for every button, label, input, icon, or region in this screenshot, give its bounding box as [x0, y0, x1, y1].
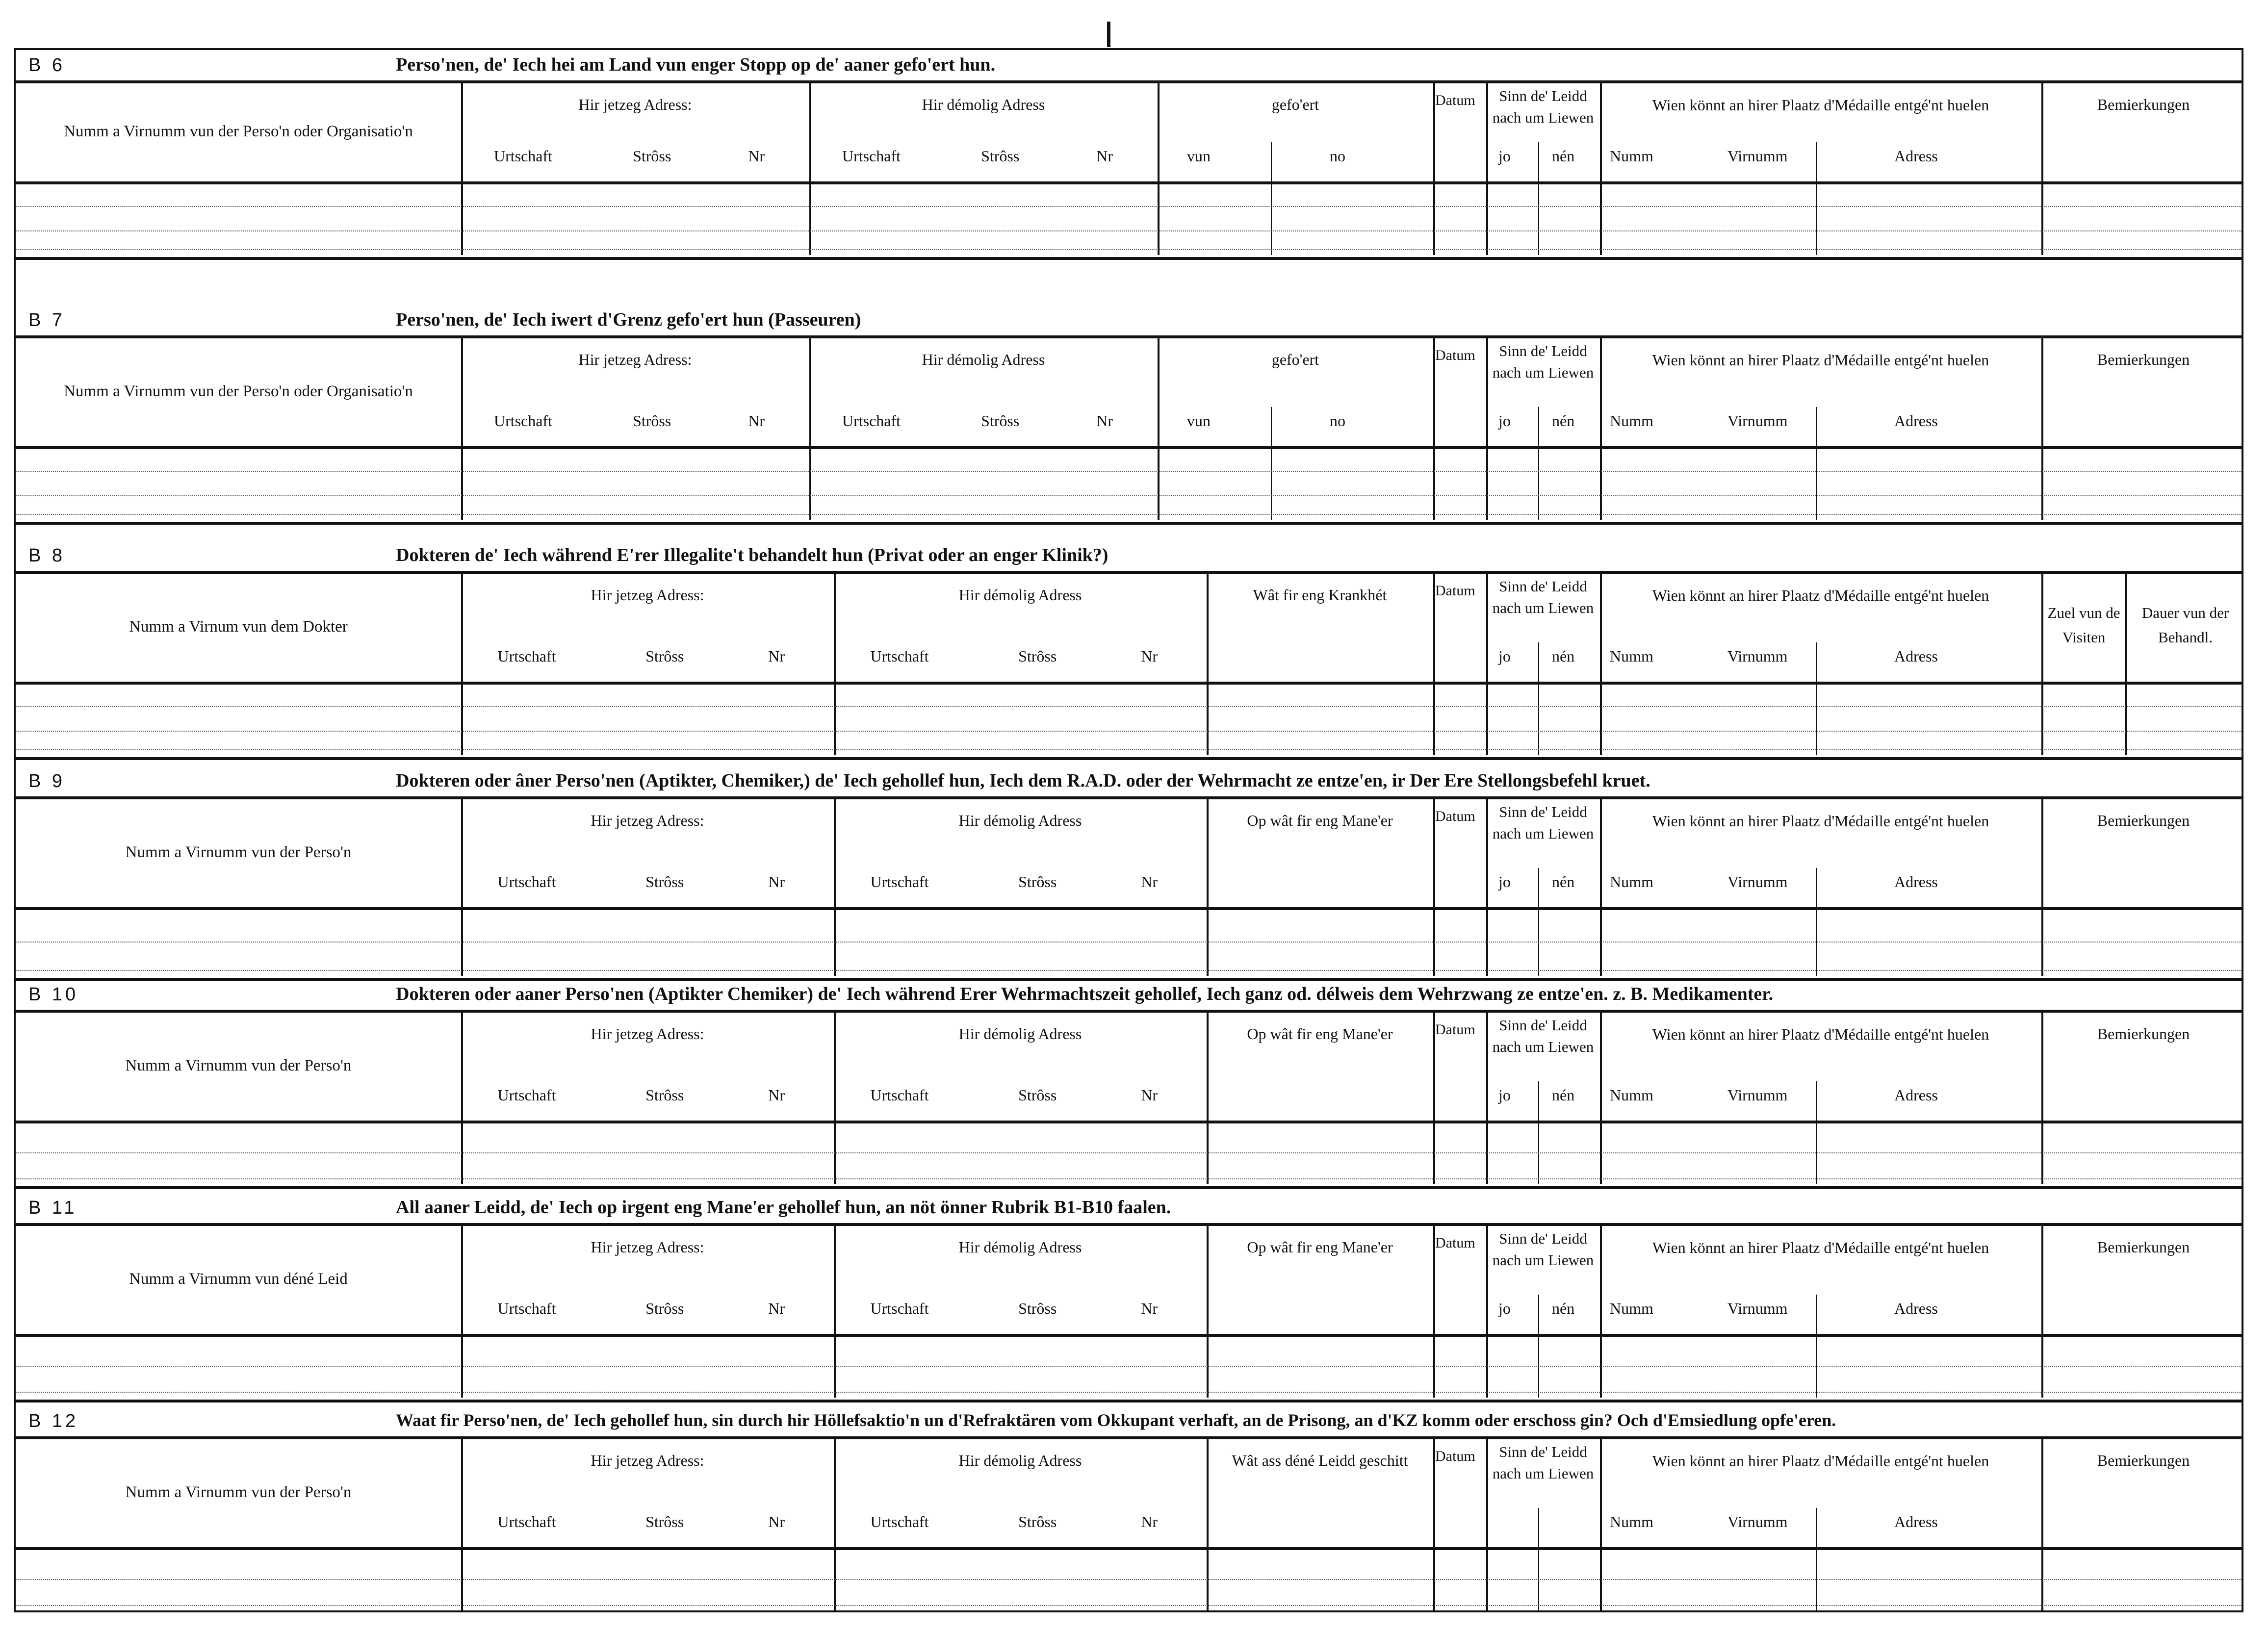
column-rule — [1433, 1226, 1435, 1398]
section-code: B 11 — [28, 1198, 77, 1218]
row-rule — [16, 1334, 2242, 1337]
column-rule — [1816, 1081, 1817, 1184]
address-subheader-nr: Nr — [1141, 1513, 1158, 1530]
fill-line[interactable] — [16, 970, 2242, 971]
section-title: Dokteren de' Iech während E'rer Illegalite't behandelt hun (Privat oder an enger Klinik?) — [396, 545, 1108, 565]
address-subheader-strôss: Strôss — [645, 647, 684, 665]
address-subheader-nr: Nr — [768, 647, 785, 665]
form-section-b8 — [16, 540, 2242, 756]
medal-subheader-adress: Adress — [1894, 1513, 1938, 1530]
address-subheader-strôss: Strôss — [1018, 1513, 1057, 1530]
column-rule — [1271, 142, 1272, 255]
extra-subheader-from: vun — [1187, 412, 1211, 430]
alive-column-header: Sinn de' Leidd nach um Liewen — [1492, 87, 1594, 126]
row-rule — [16, 757, 2242, 760]
current-address-header: Hir jetzeg Adress: — [591, 586, 704, 604]
column-rule — [1538, 407, 1539, 520]
column-rule — [1486, 574, 1488, 755]
detail-column-header: gefo'ert — [1271, 96, 1319, 113]
medal-column-header: Wien könnt an hirer Plaatz d'Médaille entgé'nt huelen — [1652, 1239, 1989, 1256]
column-rule — [1158, 338, 1160, 520]
address-subheader-urtschaft: Urtschaft — [497, 1086, 556, 1104]
column-rule — [1207, 1439, 1209, 1611]
column-rule — [1816, 642, 1817, 755]
date-column-header: Datum — [1435, 583, 1475, 599]
row-rule — [16, 1186, 2242, 1189]
form-section-b10 — [16, 979, 2242, 1185]
medal-subheader-virnumm: Virnumm — [1727, 412, 1788, 430]
medal-subheader-adress: Adress — [1894, 412, 1938, 430]
row-rule — [16, 80, 2242, 83]
address-subheader-strôss: Strôss — [645, 1300, 684, 1317]
row-rule — [16, 682, 2242, 685]
former-address-header: Hir démolig Adress — [958, 1238, 1082, 1256]
address-subheader-strôss: Strôss — [1018, 647, 1057, 665]
column-rule — [1538, 1295, 1539, 1398]
column-rule — [1486, 83, 1488, 255]
address-subheader-nr: Nr — [748, 412, 765, 430]
alive-column-header: Sinn de' Leidd nach um Liewen — [1492, 803, 1594, 842]
address-subheader-urtschaft: Urtschaft — [842, 147, 901, 165]
name-column-header: Numm a Virnumm vun der Perso'n oder Organisatio'n — [64, 123, 413, 140]
section-code: B 12 — [28, 1411, 79, 1431]
fill-line[interactable] — [16, 249, 2242, 250]
address-subheader-strôss: Strôss — [645, 1513, 684, 1530]
medal-subheader-virnumm: Virnumm — [1727, 873, 1788, 891]
section-code: B 9 — [28, 771, 66, 791]
address-subheader-urtschaft: Urtschaft — [870, 647, 929, 665]
column-rule — [1207, 1013, 1209, 1184]
address-subheader-urtschaft: Urtschaft — [870, 1086, 929, 1104]
medal-subheader-adress: Adress — [1894, 1300, 1938, 1317]
address-subheader-urtschaft: Urtschaft — [842, 412, 901, 430]
fill-line[interactable] — [16, 206, 2242, 207]
extra-subheader-from: vun — [1187, 147, 1211, 165]
date-column-header: Datum — [1435, 808, 1475, 824]
row-rule — [16, 522, 2242, 525]
column-rule — [1600, 574, 1602, 755]
column-rule — [1538, 868, 1539, 976]
fill-line[interactable] — [16, 495, 2242, 496]
name-column-header: Numm a Virnum vun dem Dokter — [129, 618, 348, 636]
row-rule — [16, 907, 2242, 910]
former-address-header: Hir démolig Adress — [958, 1452, 1082, 1469]
detail-column-header: gefo'ert — [1271, 351, 1319, 368]
column-rule — [1816, 142, 1817, 255]
medal-subheader-virnumm: Virnumm — [1727, 1300, 1788, 1317]
column-rule — [1433, 799, 1435, 976]
alive-subheader-no: nén — [1552, 1086, 1575, 1104]
column-rule — [1433, 83, 1435, 255]
fill-line[interactable] — [16, 1152, 2242, 1153]
date-column-header: Datum — [1435, 347, 1475, 363]
fill-line[interactable] — [16, 230, 2242, 231]
address-subheader-nr: Nr — [768, 1086, 785, 1104]
address-subheader-urtschaft: Urtschaft — [497, 647, 556, 665]
medal-subheader-numm: Numm — [1610, 1086, 1653, 1104]
extra-subheader-to: no — [1330, 147, 1345, 165]
alive-subheader-yes: jo — [1498, 1300, 1511, 1317]
column-rule — [1816, 407, 1817, 520]
section-code: B 6 — [28, 55, 66, 76]
alive-subheader-yes: jo — [1498, 1086, 1511, 1104]
address-subheader-urtschaft: Urtschaft — [497, 1513, 556, 1530]
row-rule — [16, 1436, 2242, 1439]
date-column-header: Datum — [1435, 1235, 1475, 1251]
form-section-b7 — [16, 305, 2242, 521]
detail-column-header: Wât ass déné Leidd geschitt — [1232, 1452, 1408, 1469]
section-code: B 10 — [28, 984, 79, 1005]
column-rule — [1600, 1226, 1602, 1398]
section-title: Dokteren oder âner Perso'nen (Aptikter, Chemiker,) de' Iech gehollef hun, Iech dem R.A.D. oder der Wehrmacht ze entze'en, ir Der Ere Stellongsbefehl kruet. — [396, 770, 1650, 791]
section-title: Perso'nen, de' Iech hei am Land vun enger Stopp op de' aaner gefo'ert hun. — [396, 54, 996, 75]
alive-column-header: Sinn de' Leidd nach um Liewen — [1492, 578, 1594, 616]
section-title: Perso'nen, de' Iech iwert d'Grenz gefo'ert hun (Passeuren) — [396, 309, 861, 330]
address-subheader-strôss: Strôss — [1018, 1300, 1057, 1317]
address-subheader-urtschaft: Urtschaft — [870, 873, 929, 891]
address-subheader-urtschaft: Urtschaft — [870, 1513, 929, 1530]
column-rule — [1600, 799, 1602, 976]
medal-column-header: Wien könnt an hirer Plaatz d'Médaille entgé'nt huelen — [1652, 586, 1989, 604]
extra-subheader-to: no — [1330, 412, 1345, 430]
remarks-column-header: Bemierkungen — [2097, 812, 2190, 829]
row-rule — [16, 1400, 2242, 1402]
address-subheader-nr: Nr — [1096, 412, 1113, 430]
medal-column-header: Wien könnt an hirer Plaatz d'Médaille entgé'nt huelen — [1652, 96, 1989, 114]
fill-line[interactable] — [16, 749, 2242, 750]
row-rule — [16, 1223, 2242, 1226]
medal-column-header: Wien könnt an hirer Plaatz d'Médaille entgé'nt huelen — [1652, 351, 1989, 369]
fill-line[interactable] — [16, 514, 2242, 515]
address-subheader-nr: Nr — [1141, 873, 1158, 891]
column-rule — [1600, 1439, 1602, 1611]
alive-column-header: Sinn de' Leidd nach um Liewen — [1492, 1230, 1594, 1269]
form-section-b11 — [16, 1193, 2242, 1399]
address-subheader-nr: Nr — [1141, 647, 1158, 665]
address-subheader-urtschaft: Urtschaft — [497, 873, 556, 891]
address-subheader-strôss: Strôss — [1018, 873, 1057, 891]
column-rule — [1816, 1508, 1817, 1611]
former-address-header: Hir démolig Adress — [922, 96, 1045, 113]
alive-subheader-no: nén — [1552, 647, 1575, 665]
column-rule — [1486, 799, 1488, 976]
address-subheader-nr: Nr — [768, 1513, 785, 1530]
detail-column-header: Wât fir eng Krankhét — [1253, 586, 1387, 604]
section-title: Waat fir Perso'nen, de' Iech gehollef hun, sin durch hir Höllefsaktio'n un d'Refraktären vom Okkupant verhaft, an de Prisong, an d'KZ komm oder erschoss gin? Och d'Emsiedlung opfe'eren. — [396, 1410, 1836, 1430]
alive-subheader-yes: jo — [1498, 147, 1511, 165]
column-rule — [1207, 1226, 1209, 1398]
address-subheader-urtschaft: Urtschaft — [493, 412, 553, 430]
column-rule — [1207, 799, 1209, 976]
row-rule — [16, 257, 2242, 260]
section-code: B 7 — [28, 310, 66, 331]
address-subheader-strôss: Strôss — [633, 147, 671, 165]
fill-line[interactable] — [16, 1605, 2242, 1606]
column-rule — [1486, 1013, 1488, 1184]
column-rule — [1538, 1508, 1539, 1611]
alive-subheader-no: nén — [1552, 412, 1575, 430]
address-subheader-nr: Nr — [768, 873, 785, 891]
medal-subheader-adress: Adress — [1894, 873, 1938, 891]
former-address-header: Hir démolig Adress — [958, 812, 1082, 829]
row-rule — [16, 796, 2242, 799]
row-rule — [16, 1547, 2242, 1550]
column-rule — [1538, 1081, 1539, 1184]
column-rule — [1600, 338, 1602, 520]
section-code: B 8 — [28, 545, 66, 566]
alive-column-header: Sinn de' Leidd nach um Liewen — [1492, 1443, 1594, 1482]
medal-subheader-numm: Numm — [1610, 873, 1653, 891]
form-section-b6 — [16, 50, 2242, 256]
former-address-header: Hir démolig Adress — [958, 1025, 1082, 1043]
duration-column-header: Dauer vun der Behandl. — [2141, 604, 2229, 646]
column-rule — [1486, 1439, 1488, 1611]
date-column-header: Datum — [1435, 1448, 1475, 1464]
remarks-column-header: Bemierkungen — [2097, 351, 2190, 368]
column-rule — [1538, 642, 1539, 755]
column-rule — [1158, 83, 1160, 255]
detail-column-header: Op wât fir eng Mane'er — [1247, 812, 1393, 829]
column-rule — [1433, 1439, 1435, 1611]
column-rule — [1486, 338, 1488, 520]
current-address-header: Hir jetzeg Adress: — [578, 351, 692, 368]
medal-subheader-virnumm: Virnumm — [1727, 1513, 1788, 1530]
medal-subheader-numm: Numm — [1610, 412, 1653, 430]
column-rule — [1433, 338, 1435, 520]
address-subheader-nr: Nr — [1141, 1086, 1158, 1104]
former-address-header: Hir démolig Adress — [958, 586, 1082, 604]
medal-subheader-adress: Adress — [1894, 1086, 1938, 1104]
detail-column-header: Op wât fir eng Mane'er — [1247, 1025, 1393, 1043]
former-address-header: Hir démolig Adress — [922, 351, 1045, 368]
column-rule — [1816, 868, 1817, 976]
name-column-header: Numm a Virnumm vun der Perso'n — [125, 1483, 352, 1501]
remarks-column-header: Bemierkungen — [2097, 1025, 2190, 1043]
column-rule — [1271, 407, 1272, 520]
address-subheader-urtschaft: Urtschaft — [497, 1300, 556, 1317]
address-subheader-nr: Nr — [1141, 1300, 1158, 1317]
column-rule — [1538, 142, 1539, 255]
address-subheader-strôss: Strôss — [1018, 1086, 1057, 1104]
alive-subheader-yes: jo — [1498, 412, 1511, 430]
fill-line[interactable] — [16, 1579, 2242, 1580]
column-rule — [1600, 1013, 1602, 1184]
fill-line[interactable] — [16, 471, 2242, 472]
fill-line[interactable] — [16, 942, 2242, 943]
address-subheader-strôss: Strôss — [633, 412, 671, 430]
remarks-column-header: Bemierkungen — [2097, 1452, 2190, 1469]
medal-column-header: Wien könnt an hirer Plaatz d'Médaille entgé'nt huelen — [1652, 1452, 1989, 1470]
column-rule — [1433, 1013, 1435, 1184]
column-rule — [1600, 83, 1602, 255]
column-rule — [2125, 574, 2127, 755]
date-column-header: Datum — [1435, 92, 1475, 108]
medal-subheader-numm: Numm — [1610, 1300, 1653, 1317]
date-column-header: Datum — [1435, 1021, 1475, 1038]
medal-subheader-adress: Adress — [1894, 647, 1938, 665]
address-subheader-urtschaft: Urtschaft — [870, 1300, 929, 1317]
alive-subheader-yes: jo — [1498, 647, 1511, 665]
section-title: All aaner Leidd, de' Iech op irgent eng Mane'er gehollef hun, an nöt önner Rubrik B1-B10 faalen. — [396, 1197, 1171, 1218]
alive-subheader-no: nén — [1552, 1300, 1575, 1317]
name-column-header: Numm a Virnumm vun der Perso'n — [125, 843, 352, 861]
alive-column-header: Sinn de' Leidd nach um Liewen — [1492, 1017, 1594, 1055]
form-sheet — [14, 48, 2243, 1612]
medal-subheader-virnumm: Virnumm — [1727, 647, 1788, 665]
medal-subheader-adress: Adress — [1894, 147, 1938, 165]
current-address-header: Hir jetzeg Adress: — [578, 96, 692, 113]
address-subheader-nr: Nr — [768, 1300, 785, 1317]
current-address-header: Hir jetzeg Adress: — [591, 812, 704, 829]
fill-line[interactable] — [16, 1178, 2242, 1179]
alive-subheader-no: nén — [1552, 147, 1575, 165]
fill-line[interactable] — [16, 1366, 2242, 1367]
detail-column-header: Op wât fir eng Mane'er — [1247, 1238, 1393, 1256]
section-title: Dokteren oder aaner Perso'nen (Aptikter Chemiker) de' Iech während Erer Wehrmachtszeit gehollef, Iech ganz od. délweis dem Wehrzwang ze entze'en. z. B. Medikamenter. — [396, 984, 1774, 1004]
address-subheader-strôss: Strôss — [645, 1086, 684, 1104]
row-rule — [16, 181, 2242, 184]
address-subheader-nr: Nr — [1096, 147, 1113, 165]
fill-line[interactable] — [16, 1392, 2242, 1393]
current-address-header: Hir jetzeg Adress: — [591, 1238, 704, 1256]
fill-line[interactable] — [16, 706, 2242, 707]
address-subheader-strôss: Strôss — [981, 147, 1020, 165]
remarks-column-header: Bemierkungen — [2097, 96, 2190, 113]
alive-column-header: Sinn de' Leidd nach um Liewen — [1492, 342, 1594, 381]
address-subheader-urtschaft: Urtschaft — [493, 147, 553, 165]
form-section-b12 — [16, 1406, 2242, 1612]
column-rule — [1433, 574, 1435, 755]
row-rule — [16, 1121, 2242, 1123]
top-registration-mark — [1107, 22, 1110, 47]
remarks-column-header: Bemierkungen — [2097, 1238, 2190, 1256]
medal-subheader-virnumm: Virnumm — [1727, 1086, 1788, 1104]
fill-line[interactable] — [16, 731, 2242, 732]
medal-column-header: Wien könnt an hirer Plaatz d'Médaille entgé'nt huelen — [1652, 812, 1989, 830]
name-column-header: Numm a Virnumm vun der Perso'n — [125, 1057, 352, 1074]
row-rule — [16, 1010, 2242, 1013]
column-rule — [1816, 1295, 1817, 1398]
address-subheader-strôss: Strôss — [645, 873, 684, 891]
current-address-header: Hir jetzeg Adress: — [591, 1452, 704, 1469]
row-rule — [16, 335, 2242, 338]
medal-subheader-numm: Numm — [1610, 1513, 1653, 1530]
column-rule — [1486, 1226, 1488, 1398]
alive-subheader-yes: jo — [1498, 873, 1511, 891]
visits-column-header: Zuel vun de Visiten — [2047, 604, 2120, 646]
alive-subheader-no: nén — [1552, 873, 1575, 891]
address-subheader-nr: Nr — [748, 147, 765, 165]
column-rule — [1207, 574, 1209, 755]
medal-column-header: Wien könnt an hirer Plaatz d'Médaille entgé'nt huelen — [1652, 1025, 1989, 1043]
name-column-header: Numm a Virnumm vun déné Leid — [129, 1270, 348, 1288]
medal-subheader-numm: Numm — [1610, 147, 1653, 165]
row-rule — [16, 446, 2242, 449]
form-section-b9 — [16, 766, 2242, 977]
medal-subheader-numm: Numm — [1610, 647, 1653, 665]
name-column-header: Numm a Virnumm vun der Perso'n oder Organisatio'n — [64, 382, 413, 400]
row-rule — [16, 571, 2242, 574]
medal-subheader-virnumm: Virnumm — [1727, 147, 1788, 165]
current-address-header: Hir jetzeg Adress: — [591, 1025, 704, 1043]
address-subheader-strôss: Strôss — [981, 412, 1020, 430]
